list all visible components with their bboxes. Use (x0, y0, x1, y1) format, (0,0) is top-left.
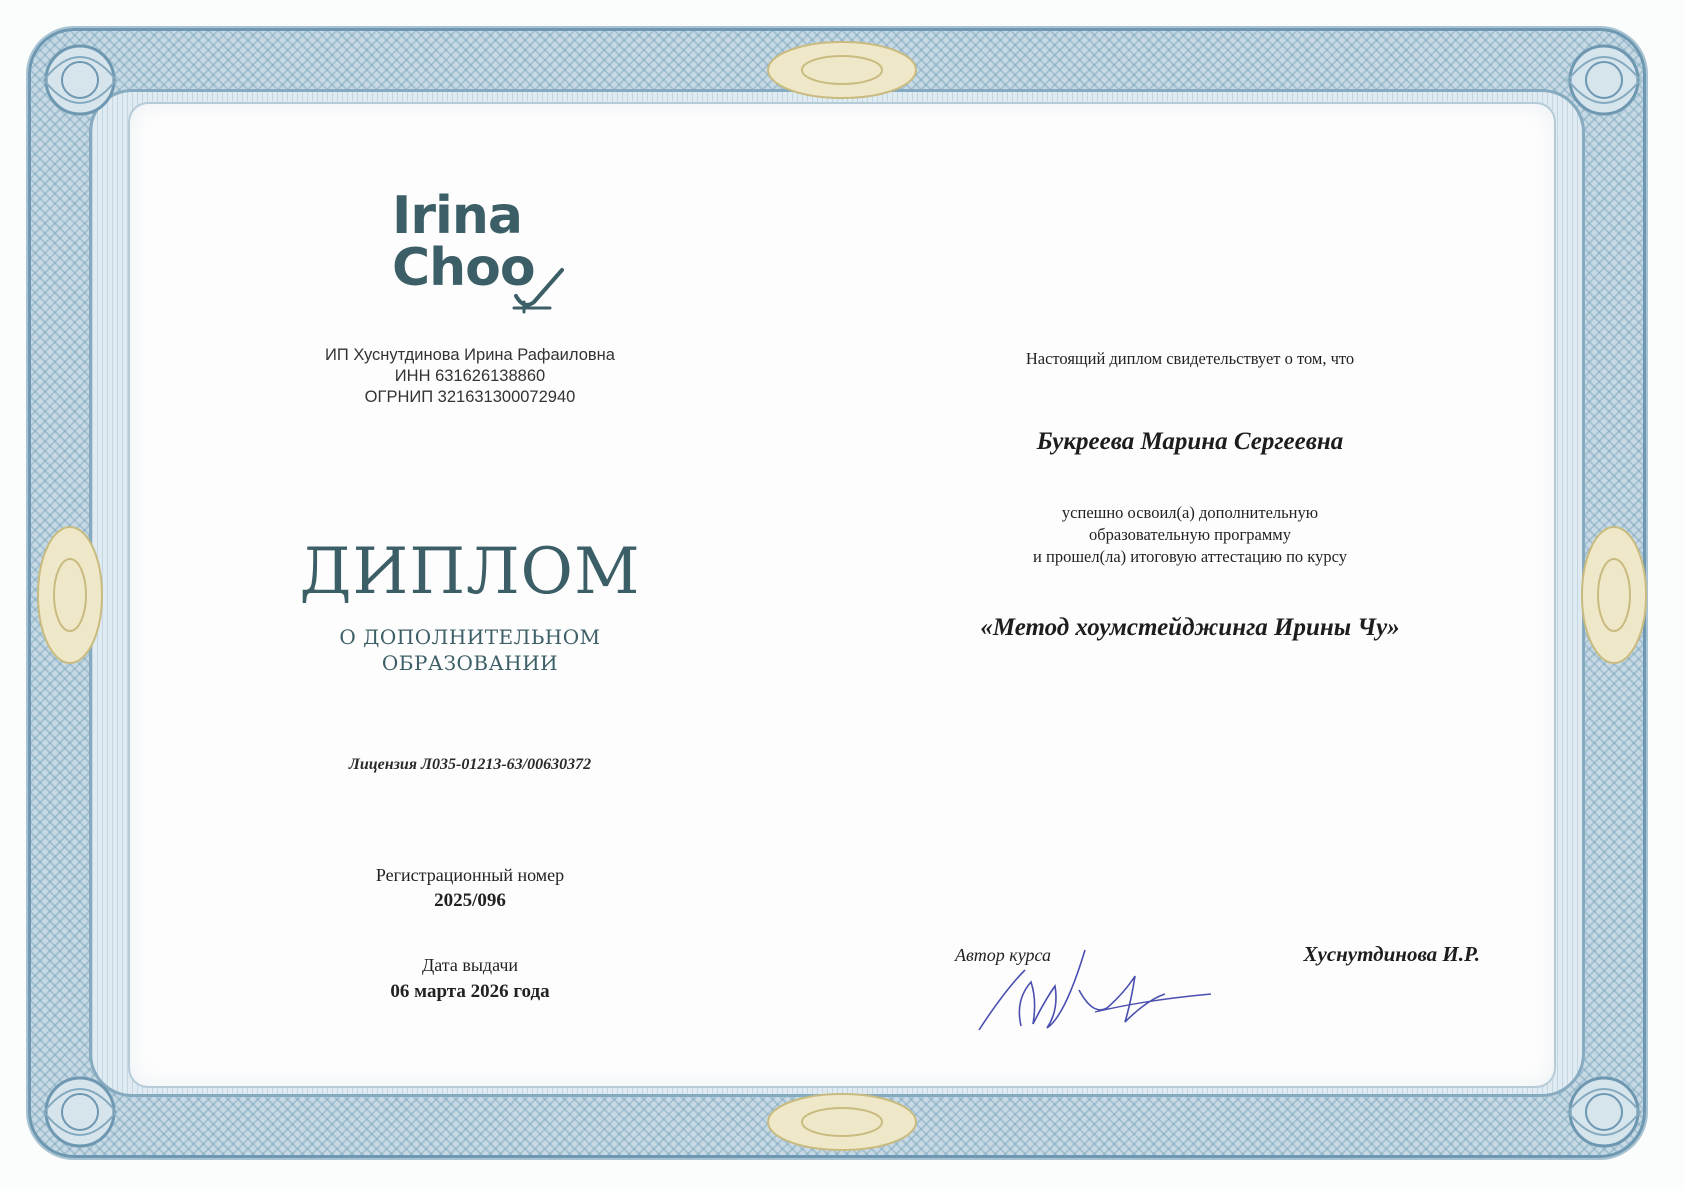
irina-choo-logo (392, 186, 572, 330)
issue-date-label: Дата выдачи (421, 955, 519, 975)
medallion-left (30, 520, 110, 670)
medallion-bottom (762, 1088, 922, 1158)
issuer-name: ИП Хуснутдинова Ирина Рафаиловна (325, 346, 615, 364)
author-label: Автор курса (955, 945, 1052, 965)
diploma-title: ДИПЛОМ (299, 535, 641, 609)
medallion-top (762, 34, 922, 104)
logo-line-2: Choo (392, 238, 535, 298)
registration-label: Регистрационный номер (375, 865, 565, 885)
certification-statement: Настоящий диплом свидетельствует о том, что (1025, 349, 1355, 368)
completion-line-1: успешно освоил(а) дополнительную (1061, 503, 1319, 522)
license-number: Лицензия Л035-01213-63/00630372 (348, 756, 592, 773)
recipient-name: Букреева Марина Сергеевна (1036, 428, 1344, 455)
diploma-subtitle (290, 624, 650, 676)
completion-line-3: и прошел(ла) итоговую аттестацию по курсу (1033, 547, 1347, 566)
diploma-subtitle-line-1: О ДОПОЛНИТЕЛЬНОМ (339, 625, 601, 649)
diploma-subtitle-line-2: ОБРАЗОВАНИИ (381, 651, 559, 675)
course-title: «Метод хоумстейджинга Ирины Чу» (980, 614, 1400, 641)
completion-statement (960, 502, 1420, 568)
checkmark-icon (510, 264, 566, 316)
logo-line-1: Irina (392, 186, 522, 246)
issuer-ogrnip: ОГРНИП 321631300072940 (364, 388, 576, 406)
issuer-details (300, 345, 640, 408)
author-name: Хуснутдинова И.Р. (1303, 942, 1480, 966)
medallion-right (1574, 520, 1654, 670)
registration-number: 2025/096 (434, 890, 506, 911)
completion-line-2: образовательную программу (1089, 525, 1291, 544)
handwritten-signature (975, 930, 1215, 1040)
issue-date-value: 06 марта 2026 года (390, 981, 550, 1002)
issuer-inn: ИНН 631626138860 (394, 367, 546, 385)
